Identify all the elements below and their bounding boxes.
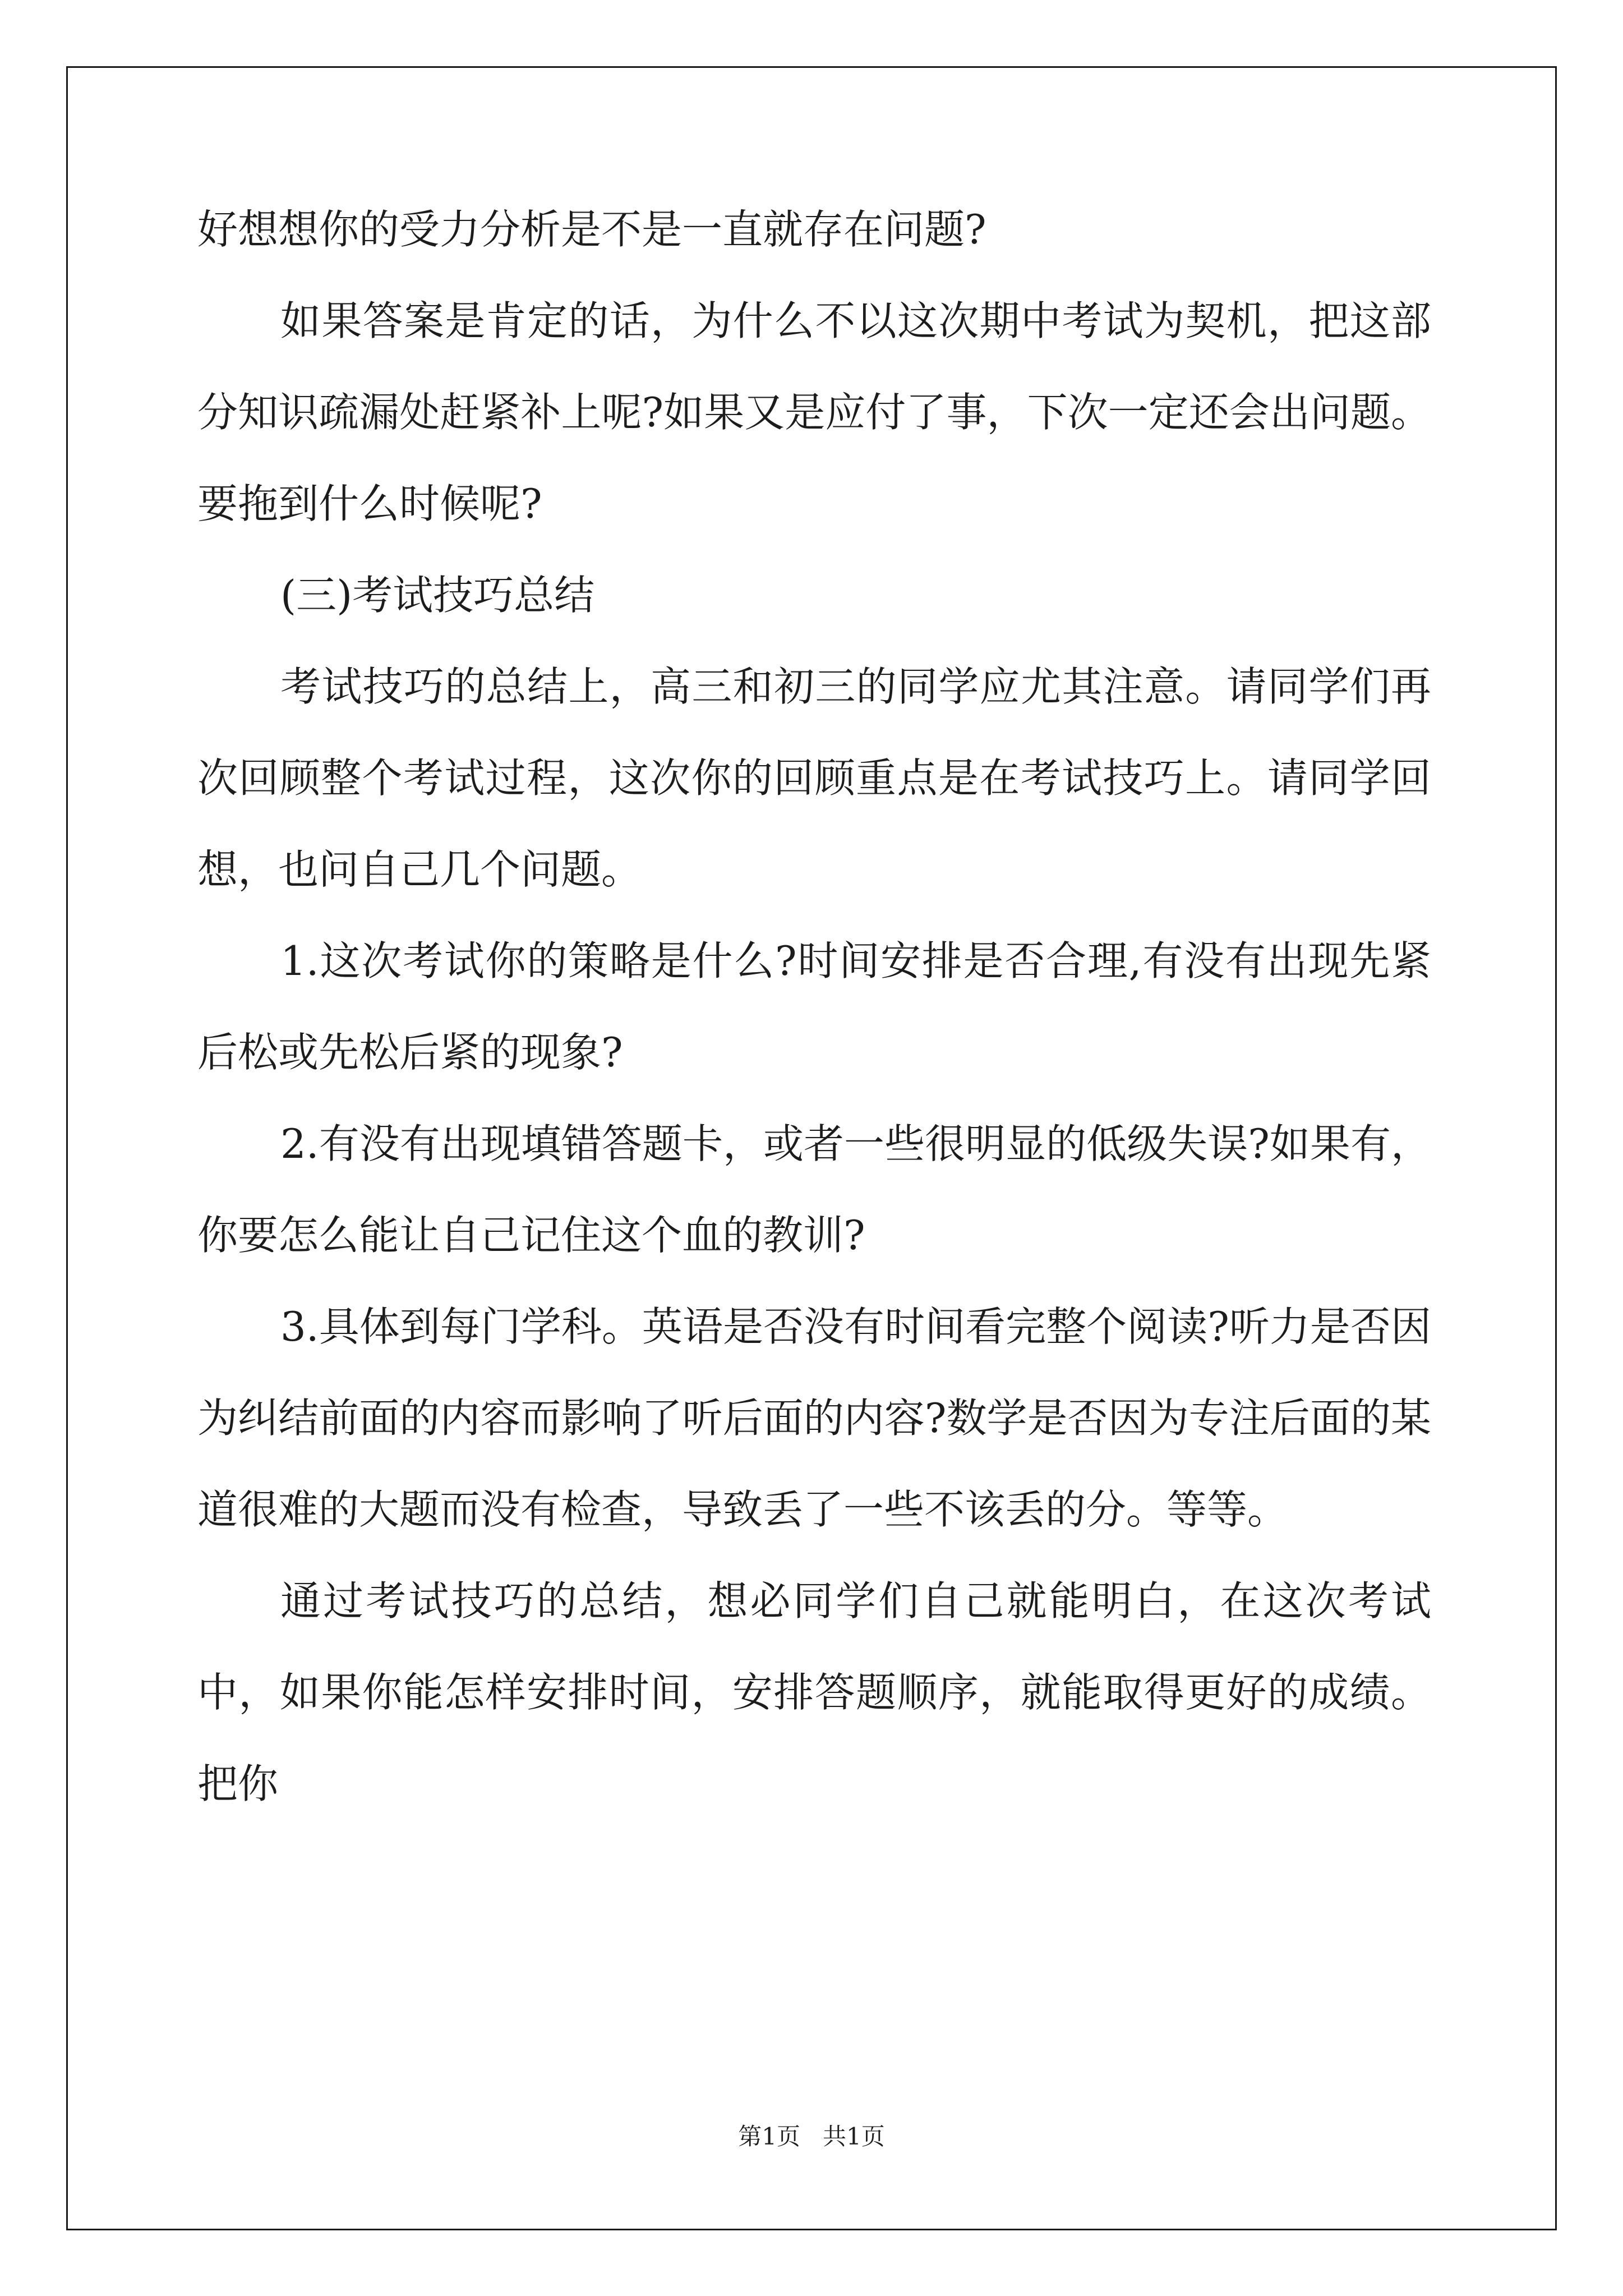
paragraph: 考试技巧的总结上，高三和初三的同学应尤其注意。请同学们再次回顾整个考试过程，这次你的回顾重点是在考试技巧上。请同学回想，也问自己几个问题。 bbox=[197, 663, 1431, 893]
list-item: 2.有没有出现填错答题卡，或者一些很明显的低级失误?如果有，你要怎么能让自己记住这个血的教训? bbox=[197, 1120, 1431, 1259]
paragraph: 如果答案是肯定的话，为什么不以这次期中考试为契机，把这部分知识疏漏处赶紧补上呢?如果又是应付了事，下次一定还会出问题。要拖到什么时候呢? bbox=[197, 297, 1431, 527]
paragraph: 通过考试技巧的总结，想必同学们自己就能明白，在这次考试中，如果你能怎样安排时间，安排答题顺序，就能取得更好的成绩。把你 bbox=[197, 1577, 1431, 1807]
paragraph-continuation: 好想想你的受力分析是不是一直就存在问题? bbox=[197, 206, 986, 253]
page-indicator: 第1页 共1页 bbox=[738, 2123, 885, 2150]
document-body bbox=[197, 184, 1431, 1830]
list-item: 3.具体到每门学科。英语是否没有时间看完整个阅读?听力是否因为纠结前面的内容而影响了听后面的内容?数学是否因为专注后面的某道很难的大题而没有检查，导致丢了一些不该丢的分。等等。 bbox=[197, 1303, 1431, 1533]
list-item: 1.这次考试你的策略是什么?时间安排是否合理,有没有出现先紧后松或先松后紧的现象? bbox=[197, 937, 1431, 1076]
section-heading: (三)考试技巧总结 bbox=[280, 572, 595, 619]
